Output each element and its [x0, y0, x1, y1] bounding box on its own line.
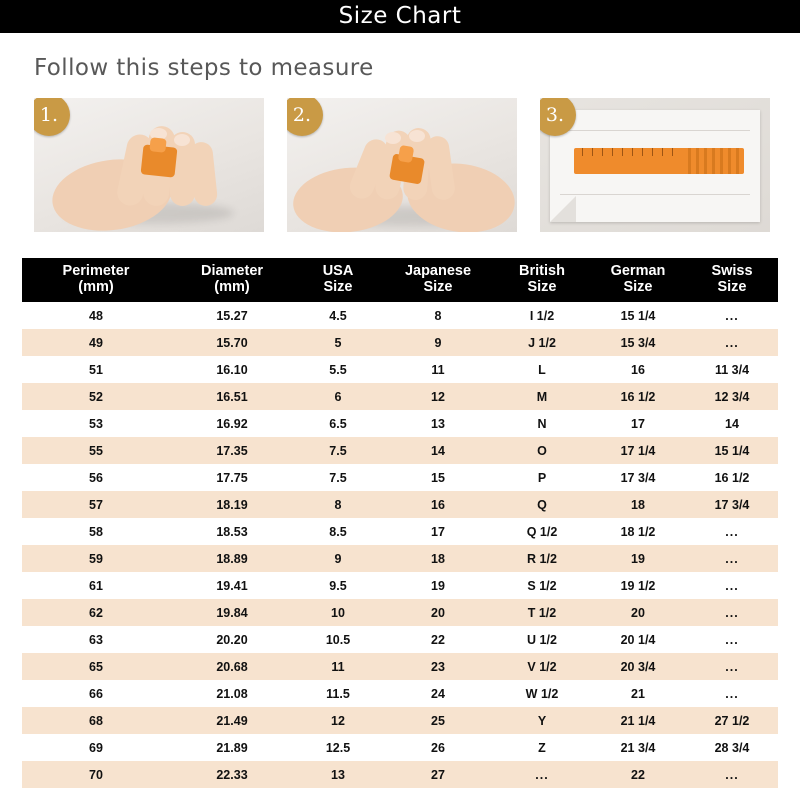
table-row: [22, 761, 778, 788]
table-cell: 15 1/4: [686, 437, 778, 464]
table-cell: 48: [22, 302, 170, 329]
table-row: [22, 707, 778, 734]
table-cell: 68: [22, 707, 170, 734]
table-cell: 24: [382, 680, 494, 707]
table-row: [22, 680, 778, 707]
table-cell: 15 1/4: [590, 302, 686, 329]
table-cell: M: [494, 383, 590, 410]
table-row: [22, 599, 778, 626]
table-cell: ...: [686, 545, 778, 572]
table-cell: L: [494, 356, 590, 383]
table-cell: 6.5: [294, 410, 382, 437]
table-cell: 10: [294, 599, 382, 626]
table-cell: W 1/2: [494, 680, 590, 707]
table-cell: N: [494, 410, 590, 437]
table-cell: 70: [22, 761, 170, 788]
table-cell: 65: [22, 653, 170, 680]
table-cell: Q: [494, 491, 590, 518]
table-cell: 18.89: [170, 545, 294, 572]
table-cell: 15: [382, 464, 494, 491]
table-cell: 9: [382, 329, 494, 356]
column-header-line1: Diameter: [200, 263, 264, 279]
table-cell: 53: [22, 410, 170, 437]
column-header-line1: USA: [322, 263, 354, 279]
table-cell: 58: [22, 518, 170, 545]
table-cell: ...: [686, 653, 778, 680]
size-table-body: [22, 302, 778, 788]
instructions-heading: Follow this steps to measure: [34, 55, 374, 81]
step-1: [34, 98, 264, 232]
table-cell: 62: [22, 599, 170, 626]
table-cell: 19.84: [170, 599, 294, 626]
table-cell: 22: [382, 626, 494, 653]
table-cell: 20 1/4: [590, 626, 686, 653]
table-cell: ...: [686, 302, 778, 329]
table-row: [22, 329, 778, 356]
table-cell: Y: [494, 707, 590, 734]
table-cell: 13: [382, 410, 494, 437]
column-header-line1: Perimeter: [62, 263, 130, 279]
step-2: [287, 98, 517, 232]
table-cell: 14: [382, 437, 494, 464]
table-cell: 28 3/4: [686, 734, 778, 761]
table-cell: 19 1/2: [590, 572, 686, 599]
table-row: [22, 545, 778, 572]
table-cell: 9.5: [294, 572, 382, 599]
table-cell: 21.89: [170, 734, 294, 761]
column-header-line2: Size: [423, 279, 453, 296]
column-header-line2: (mm): [78, 279, 114, 296]
step-number-badge: 2.: [287, 98, 323, 136]
table-row: [22, 572, 778, 599]
table-cell: 17.75: [170, 464, 294, 491]
column-header-perimeter: [22, 258, 170, 302]
table-cell: 12 3/4: [686, 383, 778, 410]
table-cell: Z: [494, 734, 590, 761]
table-cell: O: [494, 437, 590, 464]
table-row: [22, 518, 778, 545]
column-header-diameter: [170, 258, 294, 302]
table-cell: 59: [22, 545, 170, 572]
table-row: [22, 356, 778, 383]
table-cell: 11: [382, 356, 494, 383]
table-cell: 8: [294, 491, 382, 518]
table-cell: 20.20: [170, 626, 294, 653]
table-cell: 20: [382, 599, 494, 626]
table-cell: 16 1/2: [686, 464, 778, 491]
table-cell: 8.5: [294, 518, 382, 545]
table-cell: 20.68: [170, 653, 294, 680]
table-cell: 51: [22, 356, 170, 383]
table-cell: 63: [22, 626, 170, 653]
table-cell: 19: [382, 572, 494, 599]
table-cell: 13: [294, 761, 382, 788]
table-cell: 16: [590, 356, 686, 383]
step-number-badge: 3.: [540, 98, 576, 136]
table-cell: 18 1/2: [590, 518, 686, 545]
table-cell: 5: [294, 329, 382, 356]
table-cell: 11 3/4: [686, 356, 778, 383]
table-cell: J 1/2: [494, 329, 590, 356]
table-cell: 7.5: [294, 437, 382, 464]
table-cell: 15 3/4: [590, 329, 686, 356]
table-cell: 14: [686, 410, 778, 437]
table-cell: 18.19: [170, 491, 294, 518]
table-cell: Q 1/2: [494, 518, 590, 545]
table-cell: 57: [22, 491, 170, 518]
column-header-german: [590, 258, 686, 302]
table-row: [22, 383, 778, 410]
table-cell: 4.5: [294, 302, 382, 329]
table-row: [22, 302, 778, 329]
table-cell: 15.70: [170, 329, 294, 356]
table-cell: 23: [382, 653, 494, 680]
table-cell: 17: [382, 518, 494, 545]
size-table-wrap: [22, 258, 778, 788]
table-cell: T 1/2: [494, 599, 590, 626]
table-cell: ...: [686, 329, 778, 356]
table-cell: ...: [686, 599, 778, 626]
table-cell: 6: [294, 383, 382, 410]
table-cell: 18.53: [170, 518, 294, 545]
table-cell: ...: [494, 761, 590, 788]
column-header-line1: Japanese: [404, 263, 472, 279]
table-cell: ...: [686, 680, 778, 707]
table-cell: 12.5: [294, 734, 382, 761]
table-cell: 11.5: [294, 680, 382, 707]
table-cell: 16: [382, 491, 494, 518]
table-cell: 18: [590, 491, 686, 518]
column-header-usa: [294, 258, 382, 302]
table-cell: P: [494, 464, 590, 491]
table-cell: 21.49: [170, 707, 294, 734]
column-header-line2: Size: [623, 279, 653, 296]
table-cell: 20 3/4: [590, 653, 686, 680]
table-cell: 17 1/4: [590, 437, 686, 464]
table-cell: R 1/2: [494, 545, 590, 572]
table-cell: 66: [22, 680, 170, 707]
step-number-badge: 1.: [34, 98, 70, 136]
table-cell: ...: [686, 518, 778, 545]
table-cell: V 1/2: [494, 653, 590, 680]
table-cell: 56: [22, 464, 170, 491]
table-cell: S 1/2: [494, 572, 590, 599]
table-cell: 12: [294, 707, 382, 734]
table-cell: 16.51: [170, 383, 294, 410]
column-header-line2: Size: [717, 279, 747, 296]
table-cell: 27 1/2: [686, 707, 778, 734]
size-table: [22, 258, 778, 788]
table-cell: 16.10: [170, 356, 294, 383]
table-cell: 52: [22, 383, 170, 410]
table-cell: 16.92: [170, 410, 294, 437]
table-header-row: [22, 258, 778, 302]
table-cell: 8: [382, 302, 494, 329]
table-cell: 69: [22, 734, 170, 761]
table-cell: 20: [590, 599, 686, 626]
table-cell: 19.41: [170, 572, 294, 599]
table-cell: 61: [22, 572, 170, 599]
table-row: [22, 437, 778, 464]
table-cell: 7.5: [294, 464, 382, 491]
column-header-line1: British: [519, 263, 565, 279]
table-row: [22, 653, 778, 680]
table-cell: 25: [382, 707, 494, 734]
table-cell: 55: [22, 437, 170, 464]
table-cell: 16 1/2: [590, 383, 686, 410]
table-cell: I 1/2: [494, 302, 590, 329]
page-title: Size Chart: [338, 3, 462, 29]
column-header-line2: Size: [527, 279, 557, 296]
table-row: [22, 491, 778, 518]
table-cell: 17.35: [170, 437, 294, 464]
table-cell: 15.27: [170, 302, 294, 329]
table-cell: ...: [686, 626, 778, 653]
table-row: [22, 734, 778, 761]
table-cell: 21.08: [170, 680, 294, 707]
table-cell: 49: [22, 329, 170, 356]
table-cell: 9: [294, 545, 382, 572]
table-cell: 17 3/4: [686, 491, 778, 518]
table-cell: 19: [590, 545, 686, 572]
column-header-british: [494, 258, 590, 302]
table-cell: 17: [590, 410, 686, 437]
table-cell: 26: [382, 734, 494, 761]
table-row: [22, 626, 778, 653]
table-cell: U 1/2: [494, 626, 590, 653]
column-header-line1: Swiss: [711, 263, 753, 279]
column-header-line2: Size: [323, 279, 353, 296]
table-cell: 21 1/4: [590, 707, 686, 734]
column-header-line2: (mm): [214, 279, 250, 296]
table-cell: 22.33: [170, 761, 294, 788]
table-cell: 10.5: [294, 626, 382, 653]
table-cell: 27: [382, 761, 494, 788]
table-row: [22, 410, 778, 437]
table-cell: 17 3/4: [590, 464, 686, 491]
table-cell: 12: [382, 383, 494, 410]
table-row: [22, 464, 778, 491]
column-header-swiss: [686, 258, 778, 302]
table-cell: 18: [382, 545, 494, 572]
table-cell: 11: [294, 653, 382, 680]
table-cell: ...: [686, 761, 778, 788]
table-cell: 21: [590, 680, 686, 707]
steps-row: [34, 98, 769, 233]
table-cell: 22: [590, 761, 686, 788]
title-bar: [0, 0, 800, 33]
column-header-japanese: [382, 258, 494, 302]
table-cell: ...: [686, 572, 778, 599]
step-3: [540, 98, 770, 232]
column-header-line1: German: [610, 263, 666, 279]
table-cell: 5.5: [294, 356, 382, 383]
table-cell: 21 3/4: [590, 734, 686, 761]
